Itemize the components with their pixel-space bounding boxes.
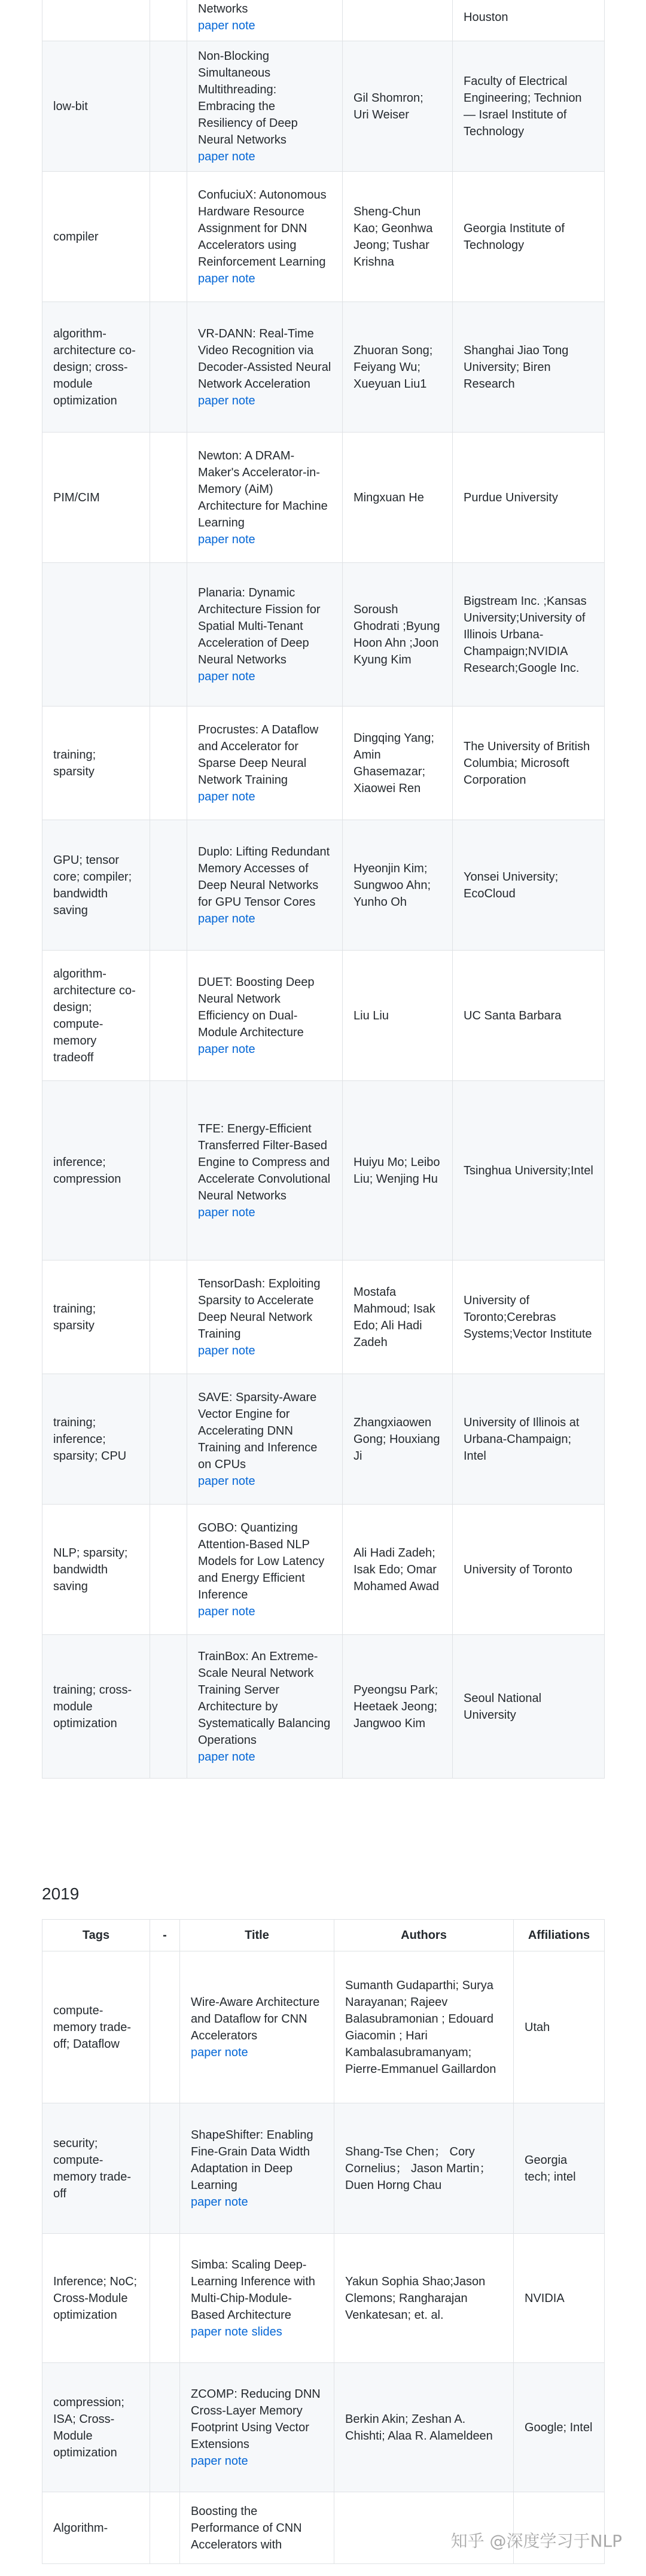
watermark: 知乎 @深度学习于NLP [450, 2531, 622, 2551]
affiliations-cell: Shanghai Jiao Tong University; Biren Research [453, 302, 605, 433]
affiliations-cell: Yonsei University; EcoCloud [453, 820, 605, 951]
tags-cell: algorithm-architecture co-design; cross-module optimization [42, 302, 150, 433]
paper-title: Procrustes: A Dataflow and Accelerator for Sparse Deep Neural Network Training [198, 723, 319, 787]
column-header: Authors [334, 1920, 514, 1951]
title-cell [180, 1951, 334, 2103]
table-row [42, 820, 605, 951]
table-row [42, 0, 605, 41]
paper-link[interactable]: paper note [191, 2045, 248, 2059]
authors-cell: Ali Hadi Zadeh; Isak Edo; Omar Mohamed Awad [343, 1505, 453, 1635]
title-cell [187, 1635, 343, 1779]
affiliations-cell: University of Toronto [453, 1505, 605, 1635]
title-cell [187, 433, 343, 563]
affiliations-cell: Purdue University [453, 433, 605, 563]
table-row [42, 1635, 605, 1779]
affiliations-cell: Utah [514, 1951, 605, 2103]
tags-cell: compiler [42, 172, 150, 302]
title-cell [187, 820, 343, 951]
paper-title: DUET: Boosting Deep Neural Network Efficiency on Dual-Module Architecture [198, 975, 315, 1039]
paper-link[interactable]: paper note [198, 669, 255, 683]
tags-cell [42, 563, 150, 707]
dash-cell [150, 433, 187, 563]
tags-cell: inference; compression [42, 1081, 150, 1260]
dash-cell [150, 1951, 180, 2103]
affiliations-cell: Georgia Institute of Technology [453, 172, 605, 302]
table-row [42, 1260, 605, 1374]
paper-link[interactable]: paper note [198, 912, 255, 925]
authors-cell: Shang-Tse Chen； Cory Cornelius； Jason Martin； Duen Horng Chau [334, 2103, 514, 2234]
tags-cell: security; compute-memory trade-off [42, 2103, 150, 2234]
paper-link[interactable]: paper note [198, 1042, 255, 1056]
table-row [42, 1081, 605, 1260]
table-row [42, 41, 605, 172]
paper-link[interactable]: paper note [191, 2325, 248, 2339]
papers-table-2020 [42, 0, 605, 1779]
authors-cell: Liu Liu [343, 951, 453, 1081]
table-row [42, 1505, 605, 1635]
paper-link[interactable]: paper note [198, 272, 255, 285]
affiliations-cell: University of Toronto;Cerebras Systems;Vector Institute [453, 1260, 605, 1374]
dash-cell [150, 2492, 180, 2564]
tags-cell: NLP; sparsity; bandwidth saving [42, 1505, 150, 1635]
affiliations-cell: UC Santa Barbara [453, 951, 605, 1081]
paper-link[interactable]: paper note [198, 1474, 255, 1488]
title-cell [187, 0, 343, 41]
authors-cell: Mostafa Mahmoud; Isak Edo; Ali Hadi Zadeh [343, 1260, 453, 1374]
paper-title: ConfuciuX: Autonomous Hardware Resource Assignment for DNN Accelerators using Reinforcement Learning [198, 188, 327, 269]
title-cell [187, 563, 343, 707]
column-header: Affiliations [514, 1920, 605, 1951]
paper-link[interactable]: paper note [198, 1604, 255, 1618]
tags-cell: training; cross-module optimization [42, 1635, 150, 1779]
authors-cell: Yakun Sophia Shao;Jason Clemons; Rangharajan Venkatesan; et. al. [334, 2234, 514, 2363]
paper-title: Planaria: Dynamic Architecture Fission for Spatial Multi-Tenant Acceleration of Deep Neural Networks [198, 586, 321, 666]
paper-title: Boosting the Performance of CNN Accelerators with [191, 2504, 302, 2551]
title-cell [187, 1505, 343, 1635]
dash-cell [150, 563, 187, 707]
title-cell [187, 302, 343, 433]
paper-link[interactable]: paper note [198, 1750, 255, 1764]
authors-cell [343, 0, 453, 41]
table-row [42, 2234, 605, 2363]
title-cell [187, 1374, 343, 1505]
tags-cell: PIM/CIM [42, 433, 150, 563]
title-cell [180, 2492, 334, 2564]
title-cell [187, 1260, 343, 1374]
paper-title: Networks [198, 2, 248, 16]
authors-cell: Sheng-Chun Kao; Geonhwa Jeong; Tushar Krishna [343, 172, 453, 302]
affiliations-cell: NVIDIA [514, 2234, 605, 2363]
paper-link[interactable]: paper note [198, 1205, 255, 1219]
affiliations-cell: Bigstream Inc. ;Kansas University;University of Illinois Urbana-Champaign;NVIDIA Research;Google Inc. [453, 563, 605, 707]
column-header: - [150, 1920, 180, 1951]
authors-cell: Soroush Ghodrati ;Byung Hoon Ahn ;Joon Kyung Kim [343, 563, 453, 707]
paper-title: SAVE: Sparsity-Aware Vector Engine for Accelerating DNN Training and Inference on CPUs [198, 1390, 318, 1471]
affiliations-cell: Faculty of Electrical Engineering; Technion — Israel Institute of Technology [453, 41, 605, 172]
tags-cell: training; inference; sparsity; CPU [42, 1374, 150, 1505]
authors-cell: Zhuoran Song; Feiyang Wu; Xueyuan Liu1 [343, 302, 453, 433]
table-row [42, 2103, 605, 2234]
paper-title: GOBO: Quantizing Attention-Based NLP Models for Low Latency and Energy Efficient Inference [198, 1521, 325, 1601]
tags-cell: training; sparsity [42, 707, 150, 820]
title-cell [187, 41, 343, 172]
paper-link[interactable]: paper note [198, 394, 255, 407]
column-header: Title [180, 1920, 334, 1951]
affiliations-cell: Georgia tech; intel [514, 2103, 605, 2234]
affiliations-cell: The University of British Columbia; Microsoft Corporation [453, 707, 605, 820]
paper-link[interactable]: paper note [191, 2195, 248, 2209]
column-header: Tags [42, 1920, 150, 1951]
dash-cell [150, 0, 187, 41]
authors-cell: Huiyu Mo; Leibo Liu; Wenjing Hu [343, 1081, 453, 1260]
tags-cell: compression; ISA; Cross-Module optimization [42, 2363, 150, 2492]
dash-cell [150, 2363, 180, 2492]
dash-cell [150, 951, 187, 1081]
table-row [42, 1374, 605, 1505]
tags-cell: GPU; tensor core; compiler; bandwidth saving [42, 820, 150, 951]
table-row [42, 302, 605, 433]
paper-link[interactable]: paper note [198, 790, 255, 803]
title-cell [187, 707, 343, 820]
paper-title: Duplo: Lifting Redundant Memory Accesses of Deep Neural Networks for GPU Tensor Cores [198, 845, 330, 909]
papers-table-2019 [42, 1919, 605, 2564]
paper-title: Wire-Aware Architecture and Dataflow for CNN Accelerators [191, 1995, 320, 2042]
paper-title: Newton: A DRAM-Maker's Accelerator-in-Memory (AiM) Architecture for Machine Learning [198, 449, 328, 529]
table-header-row [42, 1920, 605, 1951]
affiliations-cell: Tsinghua University;Intel [453, 1081, 605, 1260]
dash-cell [150, 2103, 180, 2234]
table-row [42, 433, 605, 563]
authors-cell: Zhangxiaowen Gong; Houxiang Ji [343, 1374, 453, 1505]
table-row [42, 2363, 605, 2492]
tags-cell: algorithm-architecture co-design; compute-memory tradeoff [42, 951, 150, 1081]
authors-cell: Gil Shomron; Uri Weiser [343, 41, 453, 172]
paper-title: TensorDash: Exploiting Sparsity to Accelerate Deep Neural Network Training [198, 1277, 321, 1341]
tags-cell: Algorithm- [42, 2492, 150, 2564]
affiliations-cell: Houston [453, 0, 605, 41]
tags-cell [42, 0, 150, 41]
affiliations-cell: Seoul National University [453, 1635, 605, 1779]
paper-link[interactable]: paper note [191, 2454, 248, 2468]
tags-cell: Inference; NoC; Cross-Module optimization [42, 2234, 150, 2363]
authors-cell: Mingxuan He [343, 433, 453, 563]
paper-link[interactable]: paper note [198, 532, 255, 546]
paper-title: Simba: Scaling Deep-Learning Inference with Multi-Chip-Module-Based Architecture [191, 2258, 315, 2322]
paper-title: ShapeShifter: Enabling Fine-Grain Data Width Adaptation in Deep Learning [191, 2128, 313, 2192]
table-row [42, 951, 605, 1081]
dash-cell [150, 820, 187, 951]
paper-title: TFE: Energy-Efficient Transferred Filter-Based Engine to Compress and Accelerate Convolutional Neural Networks [198, 1122, 331, 1202]
tags-cell: training; sparsity [42, 1260, 150, 1374]
dash-cell [150, 172, 187, 302]
tags-cell: compute-memory trade-off; Dataflow [42, 1951, 150, 2103]
title-cell [180, 2103, 334, 2234]
affiliations-cell: University of Illinois at Urbana-Champaign; Intel [453, 1374, 605, 1505]
tags-cell: low-bit [42, 41, 150, 172]
paper-link[interactable]: slides [251, 2325, 282, 2339]
dash-cell [150, 41, 187, 172]
dash-cell [150, 1505, 187, 1635]
table-row [42, 172, 605, 302]
table-row [42, 1951, 605, 2103]
paper-link[interactable]: paper note [198, 150, 255, 163]
dash-cell [150, 1081, 187, 1260]
dash-cell [150, 707, 187, 820]
dash-cell [150, 1260, 187, 1374]
section-heading-2019: 2019 [42, 1884, 80, 1903]
affiliations-cell: Google; Intel [514, 2363, 605, 2492]
title-cell [187, 172, 343, 302]
authors-cell: Hyeonjin Kim; Sungwoo Ahn; Yunho Oh [343, 820, 453, 951]
paper-title: ZCOMP: Reducing DNN Cross-Layer Memory Footprint Using Vector Extensions [191, 2387, 321, 2451]
paper-title: VR-DANN: Real-Time Video Recognition via Decoder-Assisted Neural Network Acceleration [198, 327, 331, 391]
authors-cell: Berkin Akin; Zeshan A. Chishti; Alaa R. Alameldeen [334, 2363, 514, 2492]
title-cell [180, 2234, 334, 2363]
title-cell [180, 2363, 334, 2492]
dash-cell [150, 2234, 180, 2363]
paper-link[interactable]: paper note [198, 19, 255, 32]
dash-cell [150, 1374, 187, 1505]
title-cell [187, 1081, 343, 1260]
dash-cell [150, 302, 187, 433]
paper-title: Non-Blocking Simultaneous Multithreading: Embracing the Resiliency of Deep Neural Networks [198, 49, 298, 147]
paper-title: TrainBox: An Extreme-Scale Neural Network Training Server Architecture by Systematically Balancing Operations [198, 1649, 331, 1747]
authors-cell: Dingqing Yang; Amin Ghasemazar; Xiaowei Ren [343, 707, 453, 820]
table-row [42, 707, 605, 820]
dash-cell [150, 1635, 187, 1779]
authors-cell: Pyeongsu Park; Heetaek Jeong; Jangwoo Kim [343, 1635, 453, 1779]
table-row [42, 563, 605, 707]
paper-link[interactable]: paper note [198, 1344, 255, 1357]
page-content-2019 [42, 1919, 604, 2564]
title-cell [187, 951, 343, 1081]
authors-cell: Sumanth Gudaparthi; Surya Narayanan; Rajeev Balasubramonian ; Edouard Giacomin ; Hari Kambalasubramanyam; Pierre-Emmanuel Gaillardon [334, 1951, 514, 2103]
